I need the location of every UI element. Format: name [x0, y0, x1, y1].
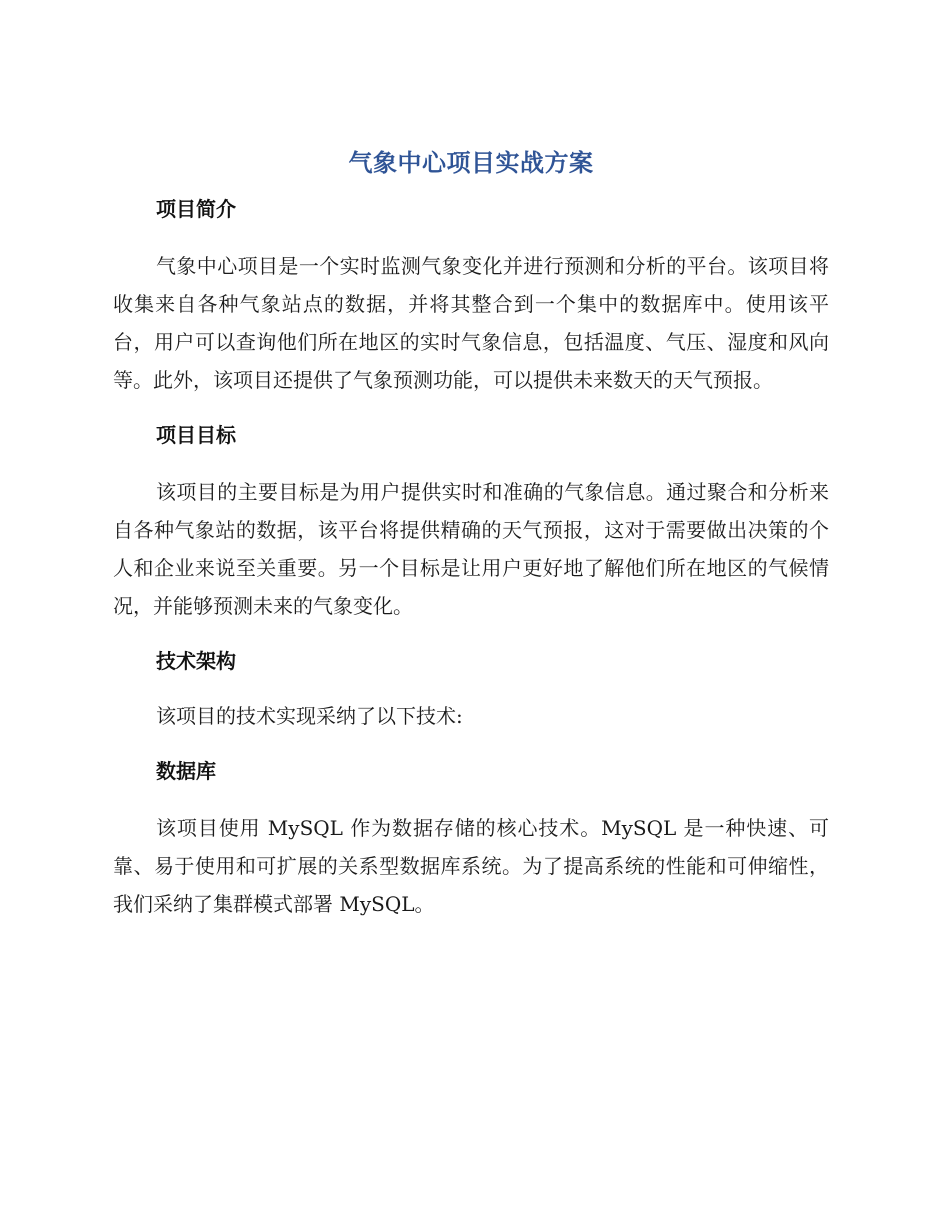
document-body [113, 143, 829, 923]
section-paragraph-goals: 该项目的主要目标是为用户提供实时和准确的气象信息。通过聚合和分析来自各种气象站的数据，该平台将提供精确的天气预报，这对于需要做出决策的个人和企业来说至关重要。另一个目标是让用户更好地了解他们所在地区的气候情况，并能够预测未来的气象变化。 [113, 480, 829, 618]
section-paragraph-database: 该项目使用 MySQL 作为数据存储的核心技术。MySQL 是一种快速、可靠、易于使用和可扩展的关系型数据库系统。为了提高系统的性能和可伸缩性，我们采纳了集群模式部署 MySQL。 [113, 816, 829, 916]
section-heading-database: 数据库 [156, 759, 216, 783]
document-title: 气象中心项目实战方案 [348, 149, 594, 177]
section-paragraph-architecture: 该项目的技术实现采纳了以下技术: [156, 704, 463, 728]
section-heading-architecture: 技术架构 [156, 649, 236, 673]
section-heading-intro: 项目简介 [156, 197, 236, 221]
section-heading-goals: 项目目标 [156, 423, 236, 447]
section-paragraph-intro: 气象中心项目是一个实时监测气象变化并进行预测和分析的平台。该项目将收集来自各种气象站点的数据，并将其整合到一个集中的数据库中。使用该平台，用户可以查询他们所在地区的实时气象信息，包括温度、气压、湿度和风向等。此外，该项目还提供了气象预测功能，可以提供未来数天的天气预报。 [113, 254, 829, 392]
